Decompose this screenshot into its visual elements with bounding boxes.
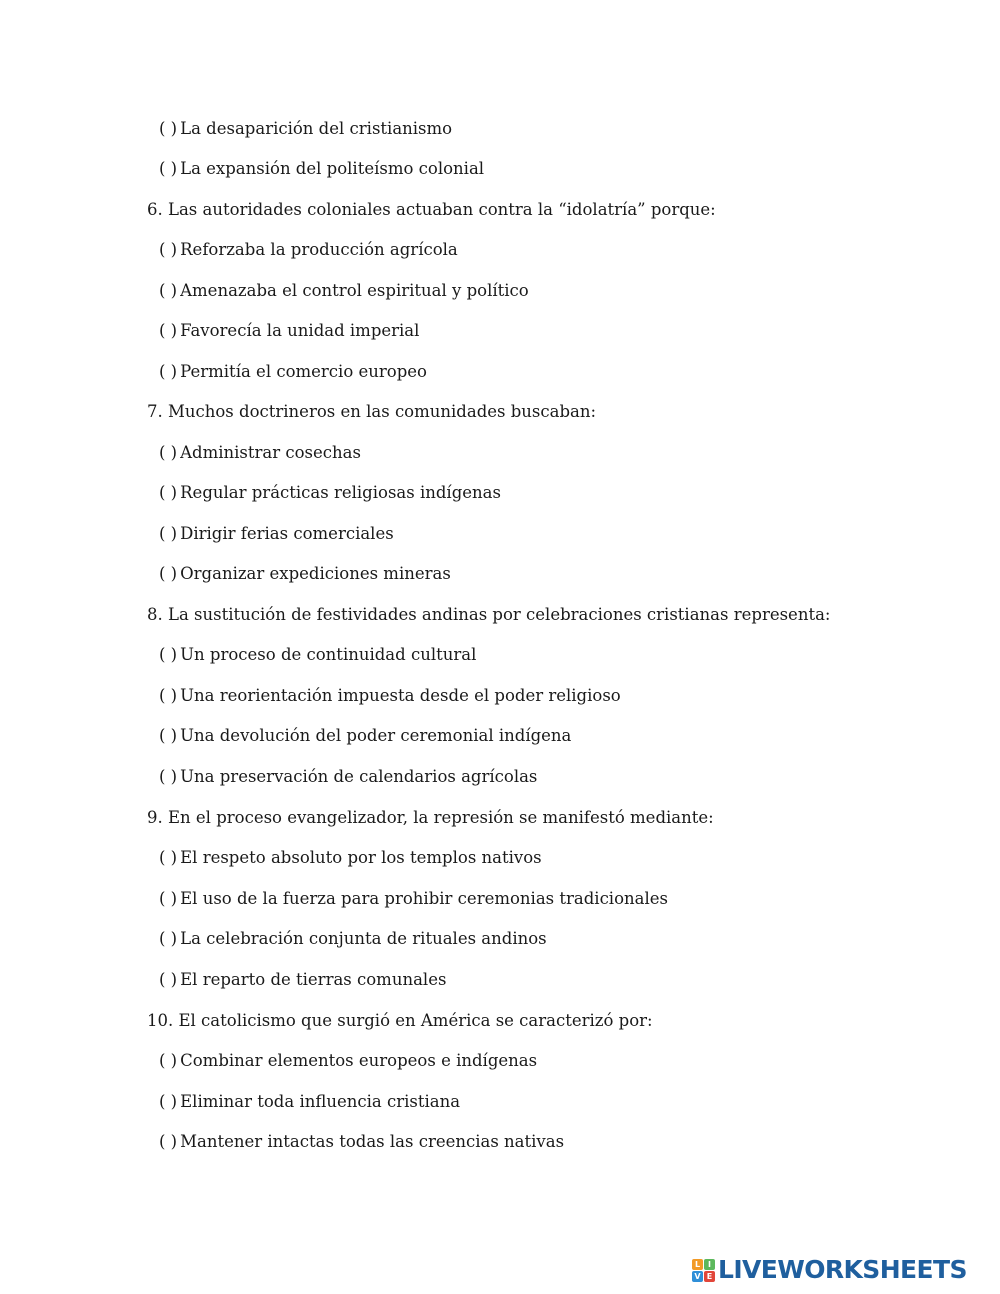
option-text: Una reorientación impuesta desde el poder religioso [180,686,621,705]
option-q10-c [159,1131,564,1153]
option-q6-b [159,280,529,302]
question-10: 10. El catolicismo que surgió en América se caracterizó por: [147,1011,653,1030]
answer-checkbox[interactable]: ( ) [159,524,178,543]
logo-tile: V [692,1271,703,1282]
answer-checkbox[interactable]: ( ) [159,1092,178,1111]
option-text: La desaparición del cristianismo [180,119,453,138]
option-q8-b [159,685,621,707]
answer-checkbox[interactable]: ( ) [159,240,178,259]
answer-checkbox[interactable]: ( ) [159,929,178,948]
logo-tile: I [704,1259,715,1270]
answer-checkbox[interactable]: ( ) [159,443,178,462]
question-7: 7. Muchos doctrineros en las comunidades buscaban: [147,402,597,421]
option-q7-c [159,523,394,545]
liveworksheets-logo [692,1256,967,1284]
question-6: 6. Las autoridades coloniales actuaban contra la “idolatría” porque: [147,200,716,219]
option-q10-b [159,1091,460,1113]
option-q9-c [159,928,547,950]
answer-checkbox[interactable]: ( ) [159,119,178,138]
question-9: 9. En el proceso evangelizador, la represión se manifestó mediante: [147,808,714,827]
option-q5-c [159,118,452,140]
option-q7-a [159,442,361,464]
answer-checkbox[interactable]: ( ) [159,281,178,300]
answer-checkbox[interactable]: ( ) [159,564,178,583]
option-q8-a [159,644,476,666]
option-text: El respeto absoluto por los templos nativos [180,848,542,867]
option-text: La expansión del politeísmo colonial [180,159,485,178]
logo-mark-icon [692,1259,715,1282]
option-text: Combinar elementos europeos e indígenas [180,1051,538,1070]
option-text: Un proceso de continuidad cultural [180,645,477,664]
option-q9-a [159,847,542,869]
answer-checkbox[interactable]: ( ) [159,1132,178,1151]
option-text: Dirigir ferias comerciales [180,524,394,543]
option-q8-d [159,766,537,788]
answer-checkbox[interactable]: ( ) [159,726,178,745]
option-text: Mantener intactas todas las creencias nativas [180,1132,565,1151]
option-text: Eliminar toda influencia cristiana [180,1092,461,1111]
option-text: Organizar expediciones mineras [180,564,451,583]
answer-checkbox[interactable]: ( ) [159,970,178,989]
option-q5-d [159,158,484,180]
answer-checkbox[interactable]: ( ) [159,321,178,340]
option-q6-d [159,361,427,383]
option-text: El uso de la fuerza para prohibir ceremonias tradicionales [180,889,668,908]
option-text: Permitía el comercio europeo [180,362,427,381]
logo-tile: E [704,1271,715,1282]
option-text: Regular prácticas religiosas indígenas [180,483,501,502]
option-q6-c [159,320,419,342]
answer-checkbox[interactable]: ( ) [159,686,178,705]
answer-checkbox[interactable]: ( ) [159,483,178,502]
answer-checkbox[interactable]: ( ) [159,767,178,786]
logo-tile: L [692,1259,703,1270]
question-8: 8. La sustitución de festividades andinas por celebraciones cristianas representa: [147,605,831,624]
option-text: La celebración conjunta de rituales andinos [180,929,547,948]
option-q7-b [159,482,501,504]
option-q8-c [159,725,571,747]
option-q6-a [159,239,458,261]
option-q9-d [159,969,446,991]
option-text: El reparto de tierras comunales [180,970,447,989]
option-text: Una devolución del poder ceremonial indígena [180,726,572,745]
option-text: Reforzaba la producción agrícola [180,240,458,259]
option-q7-d [159,563,451,585]
answer-checkbox[interactable]: ( ) [159,848,178,867]
option-text: Favorecía la unidad imperial [180,321,420,340]
answer-checkbox[interactable]: ( ) [159,159,178,178]
logo-text: LIVEWORKSHEETS [718,1255,967,1284]
option-text: Amenazaba el control espiritual y político [180,281,529,300]
option-text: Administrar cosechas [180,443,361,462]
option-q10-a [159,1050,537,1072]
answer-checkbox[interactable]: ( ) [159,1051,178,1070]
answer-checkbox[interactable]: ( ) [159,362,178,381]
answer-checkbox[interactable]: ( ) [159,645,178,664]
answer-checkbox[interactable]: ( ) [159,889,178,908]
option-text: Una preservación de calendarios agrícolas [180,767,538,786]
option-q9-b [159,888,668,910]
